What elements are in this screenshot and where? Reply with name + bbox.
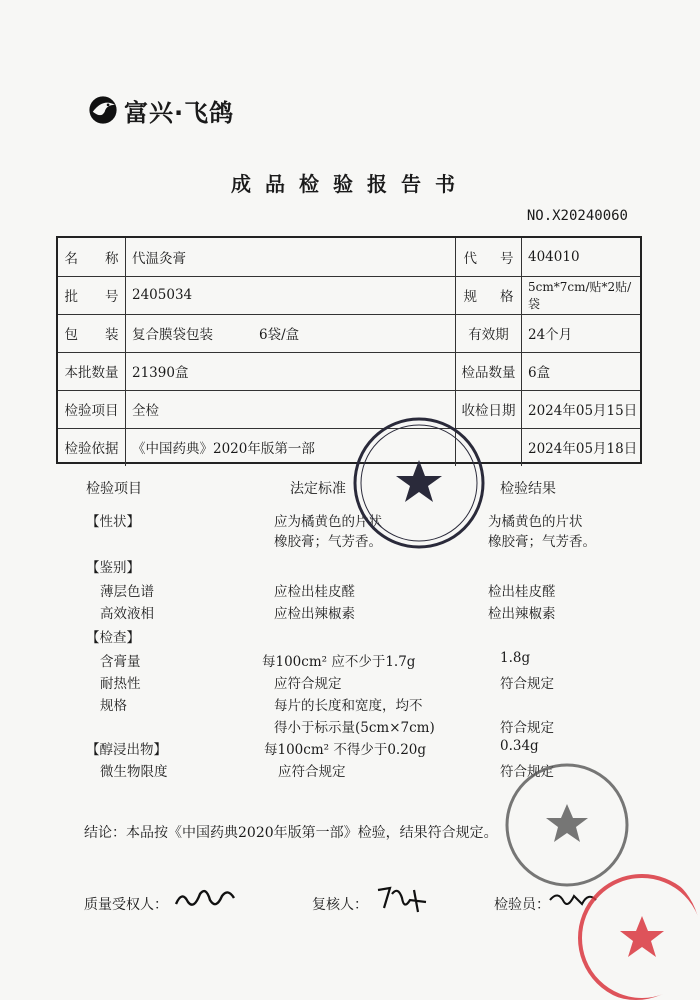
star-icon bbox=[546, 804, 588, 842]
paste-result: 1.8g bbox=[500, 650, 531, 666]
sample-quantity: 6盒 bbox=[528, 365, 551, 381]
col-header-item: 检验项目 bbox=[86, 481, 142, 497]
size-standard-line1: 每片的长度和宽度，均不 bbox=[274, 698, 423, 714]
reviewer-signature-label: 复核人： bbox=[312, 897, 368, 913]
pack-label: 包 装 bbox=[58, 314, 126, 352]
packaging-type: 复合膜袋包装 bbox=[132, 327, 213, 343]
reviewer-signature bbox=[374, 880, 434, 916]
packaging-quantity: 6袋/盒 bbox=[259, 327, 300, 343]
document-number: NO.X20240060 bbox=[526, 208, 628, 224]
basis-label: 检验依据 bbox=[58, 428, 126, 466]
info-table bbox=[56, 236, 642, 464]
brand-name: 富兴·飞鸽 bbox=[124, 98, 235, 127]
item-label: 检验项目 bbox=[58, 390, 126, 428]
hplc-standard: 应检出辣椒素 bbox=[274, 606, 355, 622]
star-icon bbox=[396, 460, 442, 502]
extract-standard: 每100cm² 不得少于0.20g bbox=[264, 742, 427, 758]
size-standard-line2: 得小于标示量(5cm×7cm) bbox=[274, 720, 435, 736]
validity: 24个月 bbox=[528, 327, 573, 343]
inspector-signature-label: 检验员： bbox=[494, 897, 550, 913]
info-row bbox=[58, 428, 640, 466]
paste-standard: 每100cm² 应不少于1.7g bbox=[262, 654, 416, 670]
qty-label: 本批数量 bbox=[58, 352, 126, 390]
conclusion: 结论：本品按《中国药典2020年版第一部》检验，结果符合规定。 bbox=[84, 825, 498, 841]
tlc-result: 检出桂皮醛 bbox=[488, 584, 556, 600]
info-row bbox=[58, 276, 640, 315]
traits-standard-line2: 橡胶膏；气芳香。 bbox=[274, 534, 382, 550]
red-official-stamp bbox=[572, 868, 700, 1000]
pigeon-logo-icon bbox=[86, 93, 120, 127]
section-identification: 【鉴别】 bbox=[86, 560, 140, 576]
specification: 5cm*7cm/贴*2贴/袋 bbox=[528, 280, 632, 311]
product-code: 404010 bbox=[528, 249, 580, 265]
info-row bbox=[58, 238, 640, 277]
micro-standard: 应符合规定 bbox=[278, 764, 346, 780]
micro-item: 微生物限度 bbox=[100, 764, 168, 780]
extract-result: 0.34g bbox=[500, 738, 539, 754]
spec-label: 规 格 bbox=[456, 276, 522, 314]
info-row bbox=[58, 314, 640, 353]
micro-result: 符合规定 bbox=[500, 764, 554, 780]
recv-label: 收检日期 bbox=[456, 390, 522, 428]
section-traits: 【性状】 bbox=[86, 514, 140, 530]
company-inspection-stamp bbox=[350, 414, 488, 552]
section-check: 【检查】 bbox=[86, 630, 140, 646]
name-label: 名 称 bbox=[58, 238, 126, 276]
company-logo bbox=[86, 92, 234, 128]
valid-label: 有效期 bbox=[456, 314, 522, 352]
heat-item: 耐热性 bbox=[100, 676, 141, 692]
hplc-item: 高效液相 bbox=[100, 606, 154, 622]
col-header-standard: 法定标准 bbox=[290, 481, 346, 497]
star-icon bbox=[620, 916, 664, 957]
traits-result-line2: 橡胶膏；气芳香。 bbox=[488, 534, 596, 550]
heat-standard: 应符合规定 bbox=[274, 676, 342, 692]
inspection-scope: 全检 bbox=[126, 390, 456, 428]
company-inspection-stamp-2 bbox=[502, 760, 632, 890]
paste-item: 含膏量 bbox=[100, 654, 141, 670]
size-item: 规格 bbox=[100, 698, 127, 714]
qa-signature-label: 质量受权人： bbox=[84, 897, 168, 913]
info-row bbox=[58, 390, 640, 429]
packaging bbox=[126, 314, 456, 352]
inspection-basis: 《中国药典》2020年版第一部 bbox=[126, 428, 456, 466]
traits-standard-line1: 应为橘黄色的片状 bbox=[274, 514, 382, 530]
sample-label: 检品数量 bbox=[456, 352, 522, 390]
product-name: 代温灸膏 bbox=[126, 238, 456, 276]
size-result: 符合规定 bbox=[500, 720, 554, 736]
tlc-item: 薄层色谱 bbox=[100, 584, 154, 600]
col-header-result: 检验结果 bbox=[500, 481, 556, 497]
batch-quantity: 21390盒 bbox=[126, 352, 456, 390]
qa-signature bbox=[172, 880, 242, 914]
batch-number: 2405034 bbox=[126, 276, 456, 314]
code-label: 代 号 bbox=[456, 238, 522, 276]
hplc-result: 检出辣椒素 bbox=[488, 606, 556, 622]
report-title: 成品检验报告书 bbox=[231, 172, 469, 196]
batch-label: 批 号 bbox=[58, 276, 126, 314]
received-date: 2024年05月15日 bbox=[528, 403, 638, 419]
section-extract: 【醇浸出物】 bbox=[86, 742, 167, 758]
heat-result: 符合规定 bbox=[500, 676, 554, 692]
traits-result-line1: 为橘黄色的片状 bbox=[488, 514, 583, 530]
report-date: 2024年05月18日 bbox=[528, 441, 638, 457]
info-row bbox=[58, 352, 640, 391]
tlc-standard: 应检出桂皮醛 bbox=[274, 584, 355, 600]
